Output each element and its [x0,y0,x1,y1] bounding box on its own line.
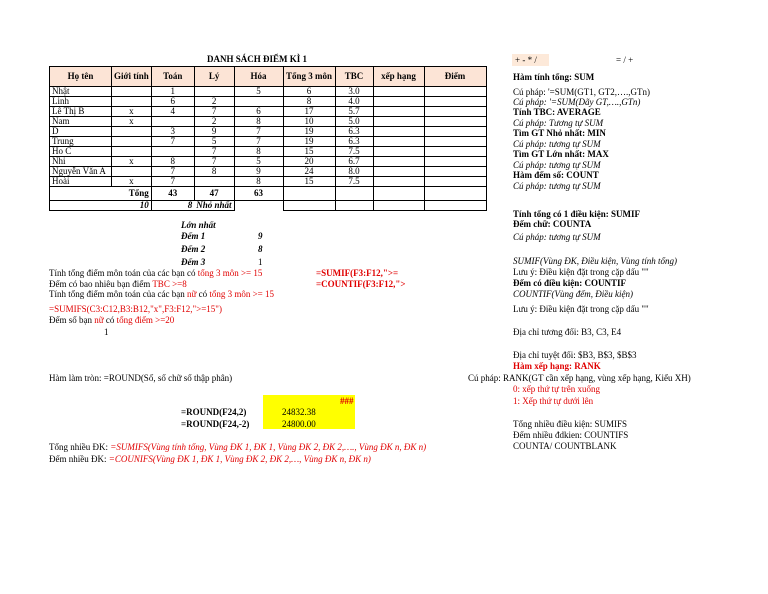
table-cell[interactable]: 7 [194,157,234,167]
extra-cell[interactable] [335,201,373,211]
min-syntax: Cú pháp: tương tự SUM [513,139,601,149]
total-cell[interactable] [335,187,373,201]
table-cell[interactable] [424,167,486,177]
total-math[interactable]: 43 [151,187,194,201]
table-cell[interactable]: 8 [234,147,283,157]
table-row [50,157,487,167]
table-cell[interactable]: 19 [283,127,335,137]
table-row [50,107,487,117]
operators-cell[interactable]: + - * / [512,54,549,66]
countblank-line: COUNTA/ COUNTBLANK [513,441,617,451]
sum-syntax-2: Cú pháp: '=SUM(Dãy GT,….,GTn) [513,97,641,107]
header-name[interactable]: Họ tên [50,67,112,87]
table-row [50,117,487,127]
table-cell[interactable]: 5 [194,137,234,147]
avg-title: Tính TBC: AVERAGE [513,107,601,117]
extra-cell[interactable] [234,201,283,211]
sheet-title: DANH SÁCH ĐIỂM KÌ 1 [207,54,308,64]
header-total[interactable]: Tổng 3 môn [283,67,335,87]
rank-0: 0: xếp thứ tự trên xuống [513,384,600,394]
table-cell[interactable] [373,137,424,147]
table-cell[interactable]: 5.0 [335,117,373,127]
extra-cell[interactable] [283,201,335,211]
table-cell[interactable]: x [112,107,152,117]
dem3-label: Đếm 3 [181,257,206,267]
header-average[interactable]: TBC [335,67,373,87]
absolute-address: Địa chỉ tuyệt đối: $B3, B$3, $B$3 [513,350,637,360]
table-row [50,137,487,147]
table-cell[interactable]: 2 [194,117,234,127]
countif-syntax: COUNTIF(Vùng đếm, Điều kiện) [513,289,633,299]
table-cell[interactable]: 15 [283,147,335,157]
min-title: Tìm GT Nhỏ nhất: MIN [513,128,606,138]
dem1-value[interactable]: 9 [258,231,263,241]
table-cell[interactable] [112,87,152,97]
table-cell[interactable]: Nhi [50,157,112,167]
extra-cell[interactable] [424,201,486,211]
table-cell[interactable]: 5.7 [335,107,373,117]
rank-syntax: Cú pháp: RANK(GT cần xếp hạng, vùng xếp hạng, Kiểu XH) [468,373,691,383]
table-cell[interactable] [112,147,152,157]
table-cell[interactable]: 15 [283,177,335,187]
avg-syntax: Cú pháp: Tương tự SUM [513,118,604,128]
header-row [50,67,487,87]
header-chemistry[interactable]: Hóa [234,67,283,87]
table-row [50,167,487,177]
total-cell[interactable] [424,187,486,201]
table-cell[interactable]: Lê Thị B [50,107,112,117]
counta-syntax: Cú pháp: tương tự SUM [513,232,601,242]
table-cell[interactable] [424,137,486,147]
table-cell[interactable]: 8.0 [335,167,373,177]
table-cell[interactable] [424,97,486,107]
count-title: Hàm đếm số: COUNT [513,170,599,180]
table-cell[interactable] [373,157,424,167]
table-row [50,127,487,137]
dem2-label: Đếm 2 [181,244,206,254]
table-cell[interactable] [112,97,152,107]
round-hash[interactable]: ### [340,396,354,406]
table-cell[interactable] [112,167,152,177]
table-cell[interactable]: 8 [151,157,194,167]
table-cell[interactable]: 6.7 [335,157,373,167]
table-cell[interactable]: x [112,157,152,167]
table-cell[interactable] [373,107,424,117]
round2-label: =ROUND(F24,-2) [181,419,250,429]
task2: Đếm có bao nhiêu bạn điểm TBC >=8 [49,279,187,289]
table-cell[interactable]: 7 [151,177,194,187]
table-cell[interactable] [424,177,486,187]
header-physics[interactable]: Lý [194,67,234,87]
note-1: Lưu ý: Điều kiện đặt trong cặp dấu "" [513,267,649,277]
table-cell[interactable]: 17 [283,107,335,117]
max-label: Lớn nhất [181,220,216,230]
table-cell[interactable]: 7 [234,137,283,147]
table-cell[interactable]: 9 [234,167,283,177]
table-cell[interactable] [424,147,486,157]
table-row [50,177,487,187]
table-cell[interactable] [151,117,194,127]
table-cell[interactable] [424,127,486,137]
task3: Tính tổng điểm môn toán của các bạn nữ có tổng 3 môn >= 15 [49,289,275,299]
header-math[interactable]: Toán [151,67,194,87]
total-row [50,187,487,201]
table-cell[interactable] [373,97,424,107]
dem3-value[interactable]: 1 [258,257,263,267]
counta-title: Đếm chữ: COUNTA [513,219,592,229]
countif-title: Đếm có điều kiện: COUNTIF [513,278,626,288]
operators-cell-2[interactable]: = / + [616,55,634,65]
task2-formula[interactable]: =COUNTIF(F3:F12,"> [316,279,406,289]
round1-value[interactable]: 24832.38 [282,407,316,417]
table-cell[interactable]: 19 [283,137,335,147]
total-cell[interactable] [373,187,424,201]
max-syntax: Cú pháp: tương tự SUM [513,160,601,170]
round-title: Hàm làm tròn: =ROUND(Số, số chữ số thập phân) [49,373,233,383]
round1-label: =ROUND(F24,2) [181,407,247,417]
table-cell[interactable] [373,177,424,187]
table-cell[interactable] [151,147,194,157]
table-cell[interactable] [194,87,234,97]
sum-title: Hàm tính tổng: SUM [513,72,595,82]
table-cell[interactable] [234,97,283,107]
table-cell[interactable]: 6 [283,87,335,97]
table-cell[interactable]: 7 [194,107,234,117]
table-cell[interactable]: Trung [50,137,112,147]
table-cell[interactable]: 8 [234,117,283,127]
table-cell[interactable] [373,127,424,137]
extra-min-label[interactable]: Nhỏ nhất [194,201,234,211]
dem1-label: Đếm 1 [181,231,206,241]
sumif-title: Tính tổng có 1 điều kiện: SUMIF [513,209,641,219]
table-cell[interactable]: 20 [283,157,335,167]
table-cell[interactable] [373,117,424,127]
table-cell[interactable]: 10 [283,117,335,127]
rank-1: 1: Xếp thứ tự dưới lên [513,396,594,406]
table-cell[interactable]: Ho C [50,147,112,157]
total-chemistry[interactable]: 63 [234,187,283,201]
table-cell[interactable]: 6.3 [335,127,373,137]
countifs-line: Đếm nhiều đdkien: COUNTIFS [513,430,629,440]
table-cell[interactable] [424,117,486,127]
table-row [50,147,487,157]
table-cell[interactable]: 7 [151,137,194,147]
table-cell[interactable]: Nhật [50,87,112,97]
sumifs-line: Tổng nhiều điều kiện: SUMIFS [513,419,627,429]
table-cell[interactable] [112,137,152,147]
sumifs-formula[interactable]: =SUMIFS(C3:C12,B3:B12,"x",F3:F12,">=15") [49,304,222,314]
table-cell[interactable]: 7 [234,127,283,137]
table-cell[interactable]: 5 [234,157,283,167]
score-table [49,66,487,211]
table-cell[interactable] [112,127,152,137]
table-cell[interactable]: 7 [194,147,234,157]
count-syntax: Cú pháp: tương tự SUM [513,181,601,191]
extra-row [50,201,487,211]
countifs-syntax: Đếm nhiều ĐK: =COUNIFS(Vùng ĐK 1, ĐK 1, Vùng ĐK 2, ĐK 2,…, Vùng ĐK n, ĐK n) [49,454,371,464]
extra-b[interactable]: 8 [151,201,194,211]
table-cell[interactable]: 24 [283,167,335,177]
table-cell[interactable]: 8 [234,177,283,187]
table-cell[interactable]: 3.0 [335,87,373,97]
table-cell[interactable]: 6 [151,97,194,107]
table-cell[interactable]: 4 [151,107,194,117]
table-cell[interactable]: x [112,177,152,187]
sum-syntax: Cú pháp: '=SUM(GT1, GT2,….,GTn) [513,87,650,97]
rank-title: Hàm xếp hạng: RANK [513,361,601,371]
header-gender[interactable]: Giới tính [112,67,152,87]
dem2-value[interactable]: 8 [258,244,263,254]
table-cell[interactable]: 7.5 [335,147,373,157]
header-score[interactable]: Điểm [424,67,486,87]
table-cell[interactable] [424,87,486,97]
table-cell[interactable]: D [50,127,112,137]
task1: Tính tổng điểm môn toán của các bạn có tổng 3 môn >= 15 [49,268,263,278]
table-cell[interactable]: Nam [50,117,112,127]
max-title: Tìm GT Lớn nhất: MAX [513,149,609,159]
extra-a[interactable]: 10 [50,201,152,211]
table-cell[interactable]: 7.5 [335,177,373,187]
header-rank[interactable]: xếp hạng [373,67,424,87]
table-cell[interactable] [424,157,486,167]
table-row [50,97,487,107]
table-cell[interactable]: 5 [234,87,283,97]
task4-result[interactable]: 1 [104,327,109,337]
table-cell[interactable]: 3 [151,127,194,137]
round2-value[interactable]: 24800.00 [282,419,316,429]
table-cell[interactable]: 8 [194,167,234,177]
relative-address: Địa chỉ tương đối: B3, C3, E4 [513,327,622,337]
total-label[interactable]: Tổng [50,187,152,201]
table-cell[interactable] [424,107,486,117]
table-row [50,87,487,97]
sumif-syntax: SUMIF(Vùng ĐK, Điều kiện, Vùng tính tổng) [513,256,677,266]
table-cell[interactable] [373,147,424,157]
total-cell[interactable] [283,187,335,201]
table-cell[interactable]: Hoài [50,177,112,187]
extra-cell[interactable] [373,201,424,211]
table-cell[interactable]: Linh [50,97,112,107]
table-cell[interactable] [373,167,424,177]
table-cell[interactable]: 6.3 [335,137,373,147]
table-cell[interactable]: 1 [151,87,194,97]
table-cell[interactable]: 9 [194,127,234,137]
table-cell[interactable]: 6 [234,107,283,117]
table-cell[interactable]: 8 [283,97,335,107]
sumifs-syntax: Tổng nhiều ĐK: =SUMIFS(Vùng tính tổng, Vùng ĐK 1, ĐK 1, Vùng ĐK 2, ĐK 2,…., Vùng ĐK n, ĐK n) [49,442,427,452]
table-cell[interactable]: x [112,117,152,127]
note-2: Lưu ý: Điều kiện đặt trong cặp dấu "" [513,304,649,314]
table-cell[interactable]: 2 [194,97,234,107]
total-physics[interactable]: 47 [194,187,234,201]
table-cell[interactable]: Nguyễn Văn A [50,167,112,177]
table-cell[interactable]: 4.0 [335,97,373,107]
table-cell[interactable] [194,177,234,187]
task1-formula[interactable]: =SUMIF(F3:F12,">= [316,268,399,278]
task4: Đếm số bạn nữ có tổng điểm >=20 [49,315,175,325]
table-cell[interactable] [373,87,424,97]
table-cell[interactable]: 7 [151,167,194,177]
